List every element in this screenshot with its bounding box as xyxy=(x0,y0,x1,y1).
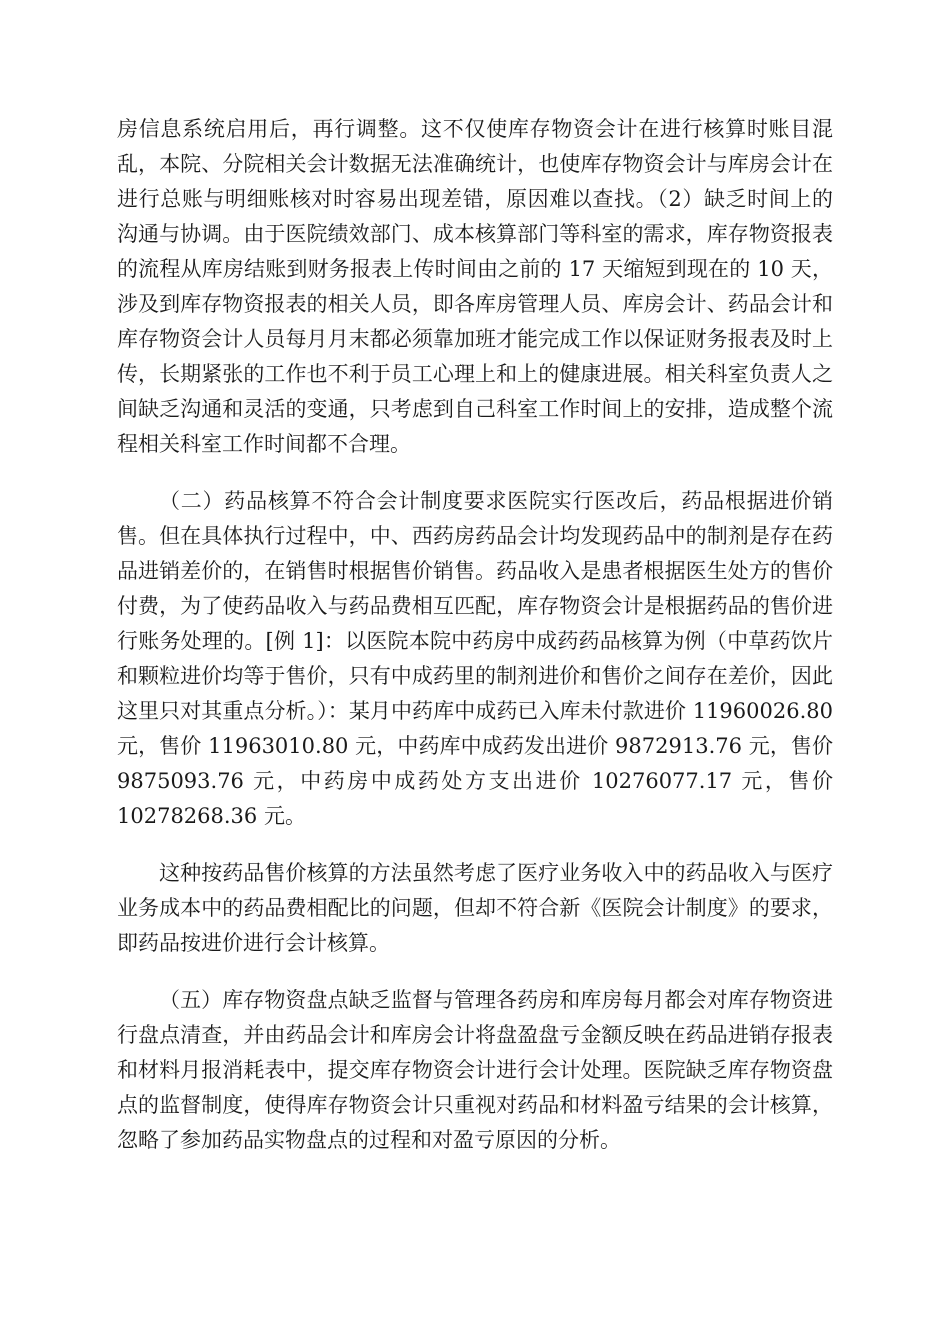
document-body xyxy=(117,112,833,1180)
paragraph-drug-accounting: （二）药品核算不符合会计制度要求医院实行医改后，药品根据进价销售。但在具体执行过程中，中、西药房药品会计均发现药品中的制剂是存在药品进销差价的，在销售时根据售价销售。药品收入是患者根据医生处方的售价付费，为了使药品收入与药品费相互匹配，库存物资会计是根据药品的售价进行账务处理的。[例 1]：以医院本院中药房中成药药品核算为例（中草药饮片和颗粒进价均等于售价，只有中成药里的制剂进价和售价之间存在差价，因此这里只对其重点分析。）：某月中药库中成药已入库未付款进价 11960026.80 元，售价 11963010.80 元，中药库中成药发出进价 9872913.76 元，售价 9875093.76 元，中药房中成药处方支出进价 10276077.17 元，售价 10278268.36 元。 xyxy=(117,489,833,828)
paragraph-sales-price-method: 这种按药品售价核算的方法虽然考虑了医疗业务收入中的药品收入与医疗业务成本中的药品费相配比的问题，但却不符合新《医院会计制度》的要求，即药品按进价进行会计核算。 xyxy=(117,861,833,955)
paragraph-inventory-check: （五）库存物资盘点缺乏监督与管理各药房和库房每月都会对库存物资进行盘点清查，并由药品会计和库房会计将盘盈盘亏金额反映在药品进销存报表和材料月报消耗表中，提交库存物资会计进行会计处理。医院缺乏库存物资盘点的监督制度，使得库存物资会计只重视对药品和材料盈亏结果的会计核算，忽略了参加药品实物盘点的过程和对盈亏原因的分析。 xyxy=(117,988,833,1152)
paragraph-continuation: 房信息系统启用后，再行调整。这不仅使库存物资会计在进行核算时账目混乱，本院、分院相关会计数据无法准确统计，也使库存物资会计与库房会计在进行总账与明细账核对时容易出现差错，原因难以查找。（2）缺乏时间上的沟通与协调。由于医院绩效部门、成本核算部门等科室的需求，库存物资报表的流程从库房结账到财务报表上传时间由之前的 17 天缩短到现在的 10 天，涉及到库存物资报表的相关人员，即各库房管理人员、库房会计、药品会计和库存物资会计人员每月月末都必须靠加班才能完成工作以保证财务报表及时上传，长期紧张的工作也不利于员工心理上和上的健康进展。相关科室负责人之间缺乏沟通和灵活的变通，只考虑到自己科室工作时间上的安排，造成整个流程相关科室工作时间都不合理。 xyxy=(117,117,833,456)
